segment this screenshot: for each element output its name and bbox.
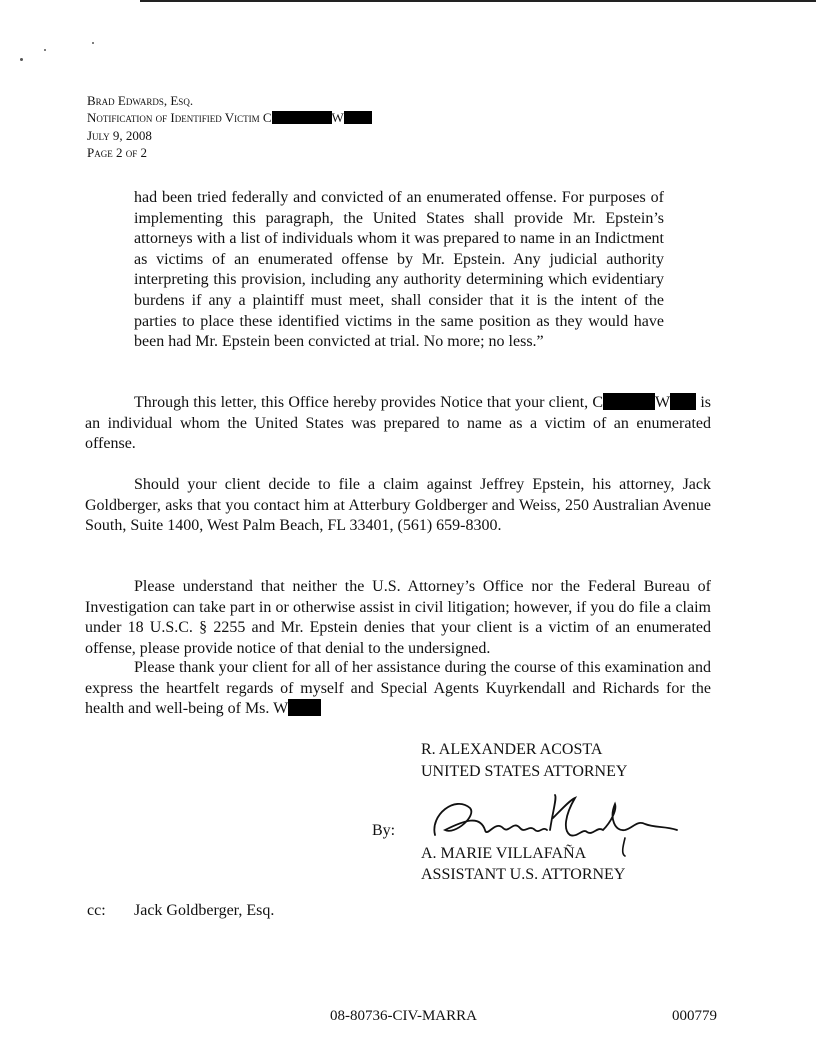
attorney-name: R. ALEXANDER ACOSTA [421, 741, 603, 758]
header-page: Page 2 of 2 [87, 145, 147, 160]
top-rule [140, 0, 816, 2]
header-subject [87, 109, 372, 127]
by-label: By: [372, 822, 396, 839]
litigation-paragraph: Please understand that neither the U.S. Attorney’s Office nor the Federal Bureau of Investigation can take part in or otherwise assist in civil litigation; however, if you do file a claim under 18 U.S.C. § 2255 and Mr. Epstein denies that your client is a victim of an enumerated offense, please provide notice of that denial to the undersigned. [85, 578, 711, 657]
redaction-box [272, 111, 332, 124]
scan-speck [44, 49, 46, 51]
contact-paragraph: Should your client decide to file a claim against Jeffrey Epstein, his attorney, Jack Goldberger, asks that you contact him at Atterbury Goldberger and Weiss, 250 Australian Avenue South, Suite 1400, West Palm Beach, FL 33401, (561) 659-8300. [85, 476, 711, 535]
notice-initial: W [655, 394, 671, 411]
cc-recipient: Jack Goldberger, Esq. [134, 902, 275, 919]
redaction-box [344, 111, 372, 124]
redaction-box [603, 393, 655, 410]
footer-case-number: 08-80736-CIV-MARRA [330, 1008, 477, 1024]
quoted-paragraph: had been tried federally and convicted of an enumerated offense. For purposes of implementing this paragraph, the United States shall provide Mr. Epstein’s attorneys with a list of individuals whom it was prepared to name in an Indictment as victims of an enumerated offense by Mr. Epstein. Any judicial authority interpreting this provision, including any authority determining which evidentiary burdens if any a plaintiff must meet, shall consider that it is the intent of the parties to place these identified victims in the same position as they would have been had Mr. Epstein been convicted at trial. No more; no less.” [134, 189, 664, 351]
signer-title: ASSISTANT U.S. ATTORNEY [421, 866, 626, 883]
cc-line [87, 902, 274, 920]
thanks-text: Please thank your client for all of her assistance during the course of this examination and express the heartfelt regards of myself and Special Agents Kuyrkendall and Richards for the health and well-being of Ms. W [85, 659, 711, 718]
thanks-paragraph [85, 658, 711, 720]
header-subject-initial: W [331, 110, 344, 125]
signer-block [421, 843, 625, 885]
header-date: July 9, 2008 [87, 128, 152, 143]
scan-speck [20, 58, 23, 61]
header-subject-text: Notification of Identified Victim C [87, 110, 272, 125]
cc-label: cc: [87, 902, 106, 919]
signature-block [421, 739, 627, 783]
header-addressee: Brad Edwards, Esq. [87, 93, 194, 108]
letter-header [87, 92, 372, 161]
attorney-title: UNITED STATES ATTORNEY [421, 763, 628, 780]
footer-bates-number: 000779 [672, 1008, 717, 1024]
redaction-box [670, 393, 696, 410]
redaction-box [288, 699, 321, 716]
notice-text-start: Through this letter, this Office hereby provides Notice that your client, C [134, 394, 604, 411]
notice-paragraph [85, 393, 711, 455]
signer-name: A. MARIE VILLAFAÑA [421, 845, 587, 862]
notice-text-end: is an individual whom the United States was prepared to name as a victim of an enumerated offense. [85, 394, 712, 453]
scan-speck [92, 42, 94, 44]
